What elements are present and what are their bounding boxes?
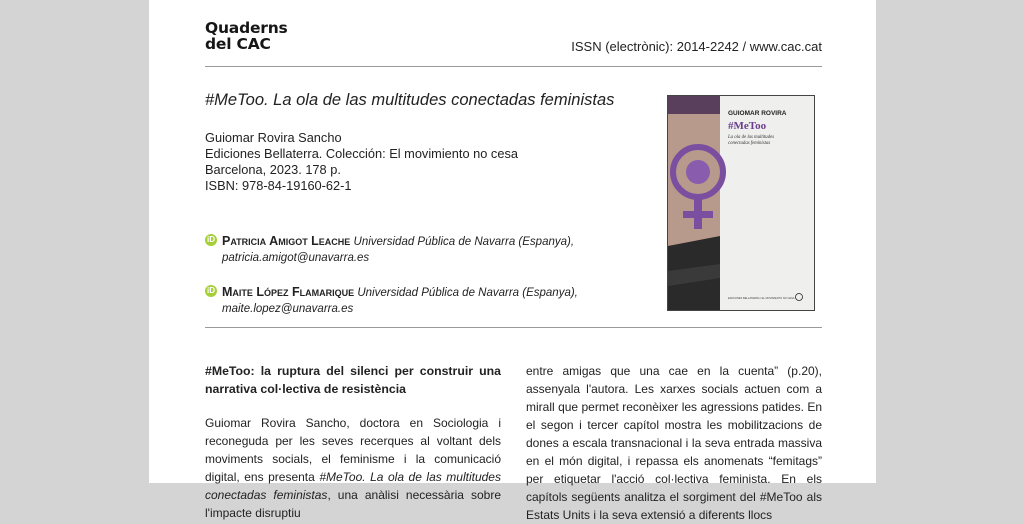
book-title: #MeToo. La ola de las multitudes conectadas feministas: [205, 91, 615, 109]
reviewer-email[interactable]: maite.lopez@unavarra.es: [222, 303, 354, 315]
article-paragraph: entre amigas que una cae en la cuenta” (p.20), assenyala l'autora. Les xarxes socials actuen com a mirall que permet reconèixer les agressions patides. En el segon i tercer capítol mostra les mobilitzacions de dones a escala transnacional i la seva entrada massiva en el món digital, i repassa els anomenats “femitags” per etiquetar l'acció col·lectiva feminista. En els capítols següents analitza el sorgiment del #MeToo als Estats Units i la seva extensió a diferents llocs: [526, 364, 822, 522]
cover-author: GUIOMAR ROVIRA: [728, 110, 787, 117]
section-rule: [205, 327, 822, 328]
reviewer-affiliation: Universidad Pública de Navarra (Espanya),: [353, 236, 575, 248]
book-author: Guiomar Rovira Sancho: [205, 130, 342, 145]
issn-header: ISSN (electrònic): 2014-2242 / www.cac.cat: [571, 39, 822, 54]
book-isbn: ISBN: 978-84-19160-62-1: [205, 178, 352, 193]
reviewer-name: Maite López Flamarique: [222, 285, 355, 299]
article-left-column: [205, 362, 501, 522]
reviewer-name: Patricia Amigot Leache: [222, 234, 351, 248]
book-cover-art: [668, 96, 814, 310]
article-paragraph: Guiomar Rovira Sancho, doctora en Sociologia i reconeguda per les seves recerques al voltant dels moviments socials, el feminisme i la comunicació digital, ens presenta #MeToo. La ola de las multitudes conectadas feministas, una anàlisi necessària sobre l'impacte disruptiu: [205, 416, 501, 520]
article-heading: #MeToo: la ruptura del silenci per construir una narrativa col·lectiva de resistència: [205, 364, 501, 396]
header-rule: [205, 66, 822, 67]
book-metadata: [205, 130, 518, 194]
book-publisher: Ediciones Bellaterra. Colección: El movimiento no cesa: [205, 146, 518, 161]
journal-name-line1: Quaderns: [205, 19, 288, 37]
cover-subtitle-2: conectadas feministas: [728, 141, 771, 146]
cover-footer: EDICIONES BELLATERRA / EL MOVIMIENTO NO CESA: [728, 297, 795, 300]
orcid-icon[interactable]: iD: [207, 286, 215, 295]
cover-subtitle-1: La ola de las multitudes: [728, 135, 775, 140]
journal-logo: [205, 20, 288, 52]
book-cover: [667, 95, 815, 311]
cover-title: #MeToo: [728, 120, 767, 132]
book-place-year: Barcelona, 2023. 178 p.: [205, 162, 341, 177]
journal-name-line2: del CAC: [205, 35, 271, 53]
article-right-column: [526, 362, 822, 524]
reviewer-affiliation: Universidad Pública de Navarra (Espanya),: [357, 287, 578, 299]
reviewer-email[interactable]: patricia.amigot@unavarra.es: [222, 252, 370, 264]
orcid-icon[interactable]: iD: [207, 235, 215, 244]
document-page: [149, 0, 876, 522]
